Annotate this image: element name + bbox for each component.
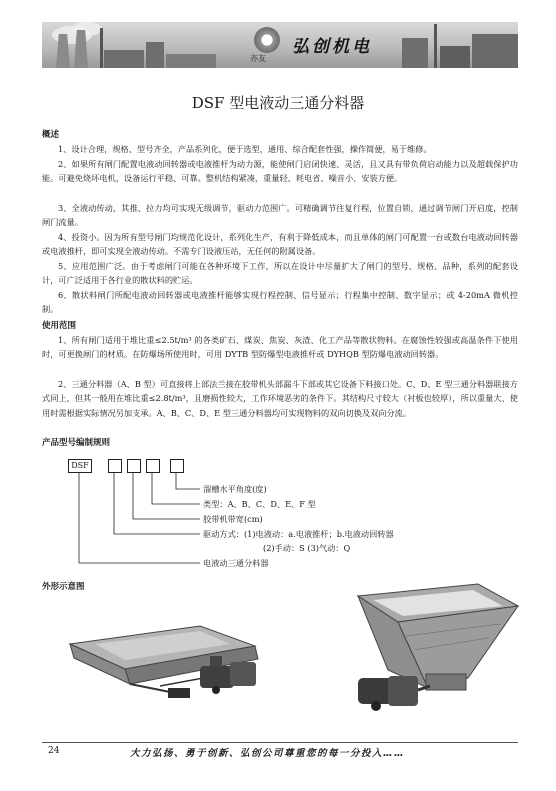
footer-divider xyxy=(42,742,518,743)
legend-type: 类型：A、B、C、D、E、F 型 xyxy=(203,499,316,509)
model-code-heading: 产品型号编制规则 xyxy=(42,438,111,448)
legend-belt-width: 胶带机带宽(cm) xyxy=(203,514,263,524)
overview-item-5: 5、应用范围广泛。由于考虑闸门可能在各种环境下工作，所以在设计中尽量扩大了闸门的型号、规格、品种，系列的配套设计，可广泛适用于各行业的散状料的贮运。 xyxy=(42,261,518,286)
overview-item-2: 2、如果所有闸门配置电液动回转器或电液推杆为动力源，能使闸门启闭快速、灵活，且又具有带负荷启动能力以及超载保护功能。可避免烧坏电机，设备运行平稳、可靠。整机结构紧凑，重量轻、耗电省、噪音小、安装方便。 xyxy=(42,159,518,184)
legend-drive-mode-2: (2)手动：S (3)气动：Q xyxy=(263,543,351,553)
logo-sub-text: 亦友 xyxy=(250,54,266,63)
figure-heading: 外形示意图 xyxy=(42,582,85,592)
overview-item-4: 4、投资小。因为所有型号闸门均规范化设计，系列化生产，有利于降低成本，而且单体的闸门可配置一台或数台电液动回转器或电液推杆，即可实现全液动传动。不需专门设液压站，无任何的附属设备。 xyxy=(42,232,518,257)
distributor-photo-left xyxy=(50,604,280,724)
header-banner xyxy=(42,22,518,68)
page-number: 24 xyxy=(48,746,60,756)
code-prefix-box: DSF xyxy=(68,459,92,473)
code-box-angle xyxy=(170,459,184,473)
distributor-photo-right xyxy=(318,578,526,728)
overview-heading: 概述 xyxy=(42,130,60,140)
brand-logo xyxy=(232,24,392,66)
logo-emblem-icon xyxy=(254,27,280,53)
overview-item-1: 1、设计合理，规格、型号齐全，产品系列化，便于选型，通用、综合配套性强，操作简便，易于维修。 xyxy=(58,144,432,154)
code-box-type xyxy=(146,459,160,473)
code-box-drive xyxy=(108,459,122,473)
code-box-width xyxy=(127,459,141,473)
legend-product: 电液动三通分料器 xyxy=(203,558,269,568)
footer-slogan: 大力弘扬、勇于创新、弘创公司尊重您的每一分投入…… xyxy=(130,748,406,759)
overview-item-3: 3、全液动传动，其推、拉力均可实现无级调节，驱动力范围广。可精确调节往复行程，位置自锁，通过调节闸门开启度，控制闸门流量。 xyxy=(42,203,518,228)
usage-item-2: 2、三通分料器（A、B 型）可直接将上部法兰接在胶带机头部漏斗下部或其它设备下料接口处。C、D、E 型三通分料器联接方式同上，但其一般用在堆比重≤2.8t/m³，且磨损性较大，工作环境恶劣的条件下。其结构尺寸较大（衬板也较厚），所以重量大、使用时需根据实际情况另加支承。A、B、C、D、E 型三通分料器均可实现物料的双向切换及双向分流。 xyxy=(42,379,518,418)
brand-name: 弘创机电 xyxy=(292,37,372,57)
legend-drive-mode: 驱动方式：(1)电液动：a.电液推杆；b.电液动回转器 xyxy=(203,529,394,539)
overview-item-6: 6、散状料闸门所配电液动回转器或电液推杆能够实现行程控制、信号显示；行程集中控制、数字显示；或 4-20mA 微机控制。 xyxy=(42,290,518,315)
usage-item-1: 1、所有闸门适用于堆比重≤2.5t/m³ 的各类矿石、煤炭、焦炭、灰渣、化工产品等散状物料。在腐蚀性较强或高温条件下使用时，可更换闸门的材质。在防爆场所使用时，可用 DYTB 型防爆型电液推杆或 DYHQB 型防爆电液动回转器。 xyxy=(42,335,518,360)
page-title: DSF 型电液动三通分料器 xyxy=(191,94,365,112)
usage-heading: 使用范围 xyxy=(42,321,77,331)
legend-angle: 溜槽水平角度(度) xyxy=(203,484,267,494)
